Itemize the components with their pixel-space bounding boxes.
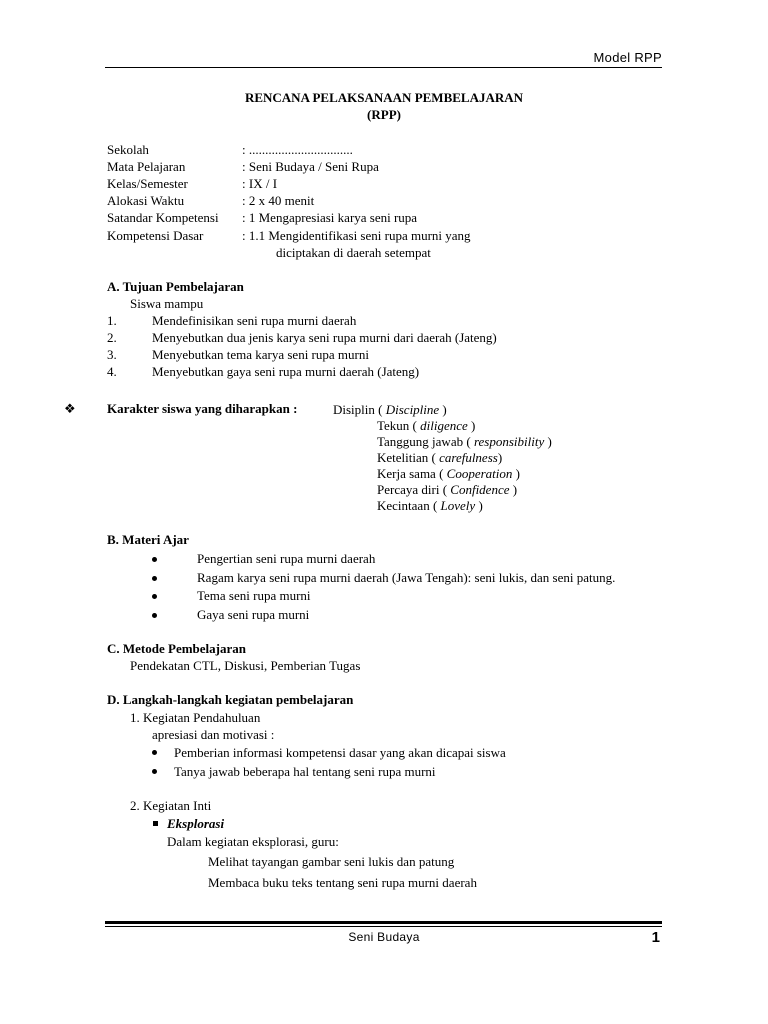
diamond-bullet-icon: ❖: [64, 401, 76, 416]
list-number: 4.: [107, 364, 117, 379]
list-item: Melihat tayangan gambar seni lukis dan patung: [208, 854, 455, 869]
bullet-icon: [152, 594, 157, 599]
eksplorasi-intro: Dalam kegiatan eksplorasi, guru:: [167, 834, 339, 849]
identity-value: : 1.1 Mengidentifikasi seni rupa murni yang: [242, 228, 471, 243]
identity-key: Satandar Kompetensi: [107, 210, 219, 225]
section-a-intro: Siswa mampu: [130, 296, 204, 311]
karakter-item: Kecintaan ( Lovely ): [377, 498, 483, 513]
karakter-item: Disiplin ( Discipline ): [333, 402, 447, 417]
list-item: Pemberian informasi kompetensi dasar yang akan dicapai siswa: [174, 745, 506, 760]
footer-rule-thick: [105, 921, 662, 924]
list-item: Tema seni rupa murni: [197, 588, 311, 603]
karakter-item: Percaya diri ( Confidence ): [377, 482, 518, 497]
section-d-heading: D. Langkah-langkah kegiatan pembelajaran: [107, 692, 354, 707]
list-item: Tanya jawab beberapa hal tentang seni rupa murni: [174, 764, 436, 779]
list-item: Pengertian seni rupa murni daerah: [197, 551, 376, 566]
karakter-item: Kerja sama ( Cooperation ): [377, 466, 520, 481]
step-2-label: 2. Kegiatan Inti: [130, 798, 212, 813]
bullet-icon: [152, 613, 157, 618]
list-item: Menyebutkan dua jenis karya seni rupa murni dari daerah (Jateng): [152, 330, 497, 345]
bullet-icon: [152, 576, 157, 581]
identity-key: Kelas/Semester: [107, 176, 188, 191]
bullet-icon: [152, 769, 157, 774]
identity-key: Kompetensi Dasar: [107, 228, 204, 243]
identity-value: : 2 x 40 menit: [242, 193, 315, 208]
identity-key: Mata Pelajaran: [107, 159, 186, 174]
list-item: Menyebutkan gaya seni rupa murni daerah (Jateng): [152, 364, 420, 379]
section-c-text: Pendekatan CTL, Diskusi, Pemberian Tugas: [130, 658, 361, 673]
identity-value: : Seni Budaya / Seni Rupa: [242, 159, 379, 174]
footer-label: Seni Budaya: [348, 930, 420, 944]
footer-rule-thin: [105, 926, 662, 927]
list-item: Menyebutkan tema karya seni rupa murni: [152, 347, 369, 362]
identity-value-continuation: diciptakan di daerah setempat: [276, 245, 431, 260]
bullet-icon: [152, 750, 157, 755]
section-b-heading: B. Materi Ajar: [107, 532, 189, 547]
list-item: Membaca buku teks tentang seni rupa murni daerah: [208, 875, 477, 890]
identity-value: : IX / I: [242, 176, 278, 191]
identity-value: : 1 Mengapresiasi karya seni rupa: [242, 210, 418, 225]
bullet-icon: [152, 557, 157, 562]
identity-value: : ................................: [242, 142, 353, 157]
identity-key: Sekolah: [107, 142, 149, 157]
karakter-item: Tekun ( diligence ): [377, 418, 476, 433]
step-1-sub: apresiasi dan motivasi :: [152, 727, 275, 742]
karakter-heading: Karakter siswa yang diharapkan :: [107, 401, 298, 416]
page-number: 1: [651, 929, 660, 946]
karakter-item: Ketelitian ( carefulness): [377, 450, 503, 465]
header-rule: [105, 67, 662, 68]
section-a-heading: A. Tujuan Pembelajaran: [107, 279, 244, 294]
doc-subtitle: (RPP): [367, 107, 401, 122]
header-label: Model RPP: [593, 50, 662, 65]
list-number: 3.: [107, 347, 117, 362]
list-item: Ragam karya seni rupa murni daerah (Jawa Tengah): seni lukis, dan seni patung.: [197, 570, 616, 585]
doc-title: RENCANA PELAKSANAAN PEMBELAJARAN: [244, 90, 524, 105]
square-bullet-icon: [153, 821, 158, 826]
identity-key: Alokasi Waktu: [107, 193, 185, 208]
list-number: 1.: [107, 313, 117, 328]
section-c-heading: C. Metode Pembelajaran: [107, 641, 246, 656]
step-1-label: 1. Kegiatan Pendahuluan: [130, 710, 261, 725]
karakter-item: Tanggung jawab ( responsibility ): [377, 434, 552, 449]
list-number: 2.: [107, 330, 117, 345]
list-item: Gaya seni rupa murni: [197, 607, 310, 622]
eksplorasi-heading: Eksplorasi: [167, 816, 225, 831]
list-item: Mendefinisikan seni rupa murni daerah: [152, 313, 357, 328]
